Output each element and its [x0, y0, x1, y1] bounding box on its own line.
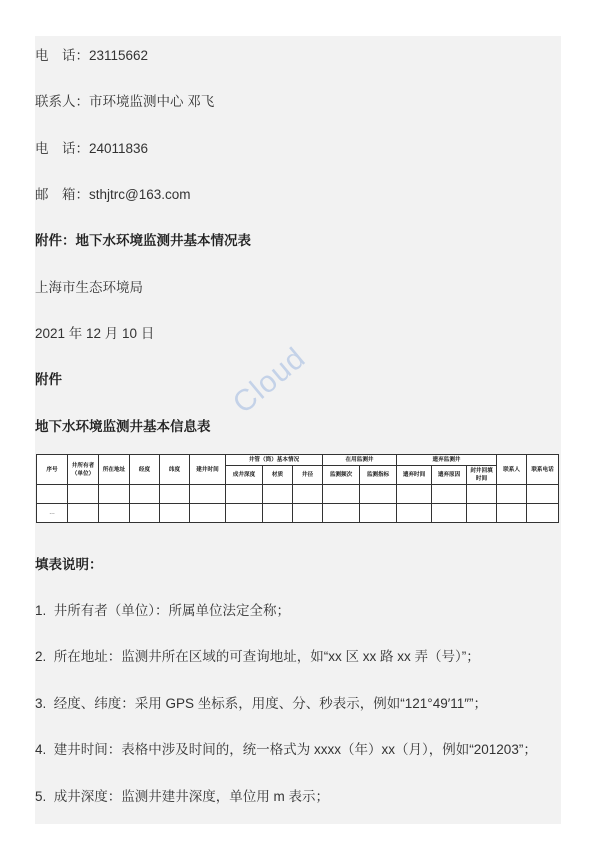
contact-person-line — [35, 90, 214, 110]
table-cell — [397, 485, 432, 504]
header-depth: 成井深度 — [226, 466, 263, 485]
header-indicator: 监测指标 — [360, 466, 397, 485]
instruction-number: 4. — [35, 742, 47, 757]
monitoring-well-table — [36, 454, 559, 523]
header-abandon-reason: 遗弃原因 — [432, 466, 467, 485]
table-cell — [160, 485, 190, 504]
email-value: sthjtrc@163.com — [89, 187, 191, 202]
instruction-number: 5. — [35, 789, 47, 804]
header-group-abandoned: 遗弃监测井 — [397, 455, 497, 466]
table-cell — [226, 485, 263, 504]
table-cell — [432, 485, 467, 504]
table-cell — [360, 485, 397, 504]
header-latitude: 纬度 — [160, 455, 190, 485]
table-cell — [323, 504, 360, 523]
attachment-note: 附件：地下水环境监测井基本情况表 — [35, 233, 251, 248]
instruction-item — [35, 738, 537, 758]
table-cell — [130, 485, 160, 504]
instructions-heading: 填表说明： — [35, 557, 103, 572]
instruction-item — [35, 599, 290, 619]
table-cell: … — [37, 504, 68, 523]
table-row — [37, 504, 559, 523]
header-material: 材质 — [263, 466, 293, 485]
table-cell — [99, 504, 130, 523]
header-diameter: 井径 — [293, 466, 323, 485]
table-cell — [293, 485, 323, 504]
table-cell — [190, 504, 226, 523]
table-cell — [293, 504, 323, 523]
document-page — [35, 36, 561, 824]
table-cell — [527, 504, 559, 523]
table-row — [37, 485, 559, 504]
instruction-item — [35, 692, 487, 712]
contact-value: 市环境监测中心 邓飞 — [89, 94, 215, 109]
table-cell — [497, 504, 527, 523]
phone-value: 24011836 — [89, 141, 149, 156]
phone-label: 电 话： — [35, 48, 89, 63]
table-cell — [527, 485, 559, 504]
cloud-watermark: Cloud — [226, 341, 312, 421]
table-cell — [263, 485, 293, 504]
header-seal-time: 封井回填时间 — [467, 466, 497, 485]
instruction-text: 成井深度：监测井建井深度，单位用 m 表示； — [53, 789, 330, 804]
issue-date: 2021 年 12 月 10 日 — [35, 326, 155, 341]
header-abandon-time: 遗弃时间 — [397, 466, 432, 485]
header-contact: 联系人 — [497, 455, 527, 485]
table-cell — [323, 485, 360, 504]
header-longitude: 经度 — [130, 455, 160, 485]
table-header-row — [37, 455, 559, 466]
table-cell — [397, 504, 432, 523]
phone-value: 23115662 — [89, 48, 149, 63]
email-line — [35, 183, 191, 203]
header-group-pipe: 井管（筒）基本情况 — [226, 455, 323, 466]
table-cell — [263, 504, 293, 523]
table-cell — [226, 504, 263, 523]
instruction-number: 3. — [35, 696, 47, 711]
instruction-text: 井所有者（单位）：所属单位法定全称； — [53, 603, 291, 618]
table-cell — [467, 504, 497, 523]
instruction-number: 2. — [35, 649, 47, 664]
table-cell — [467, 485, 497, 504]
header-owner: 井所有者（单位） — [68, 455, 99, 485]
contact-label: 联系人： — [35, 94, 89, 109]
instruction-text: 建井时间：表格中涉及时间的，统一格式为 xxxx（年）xx（月），例如“201203”； — [53, 742, 537, 757]
instruction-number: 1. — [35, 603, 47, 618]
instruction-item — [35, 785, 329, 805]
table-cell — [130, 504, 160, 523]
table-cell — [160, 504, 190, 523]
table-cell — [68, 485, 99, 504]
table-cell — [68, 504, 99, 523]
table-title: 地下水环境监测井基本信息表 — [35, 419, 211, 434]
instruction-text: 所在地址：监测井所在区域的可查询地址，如“xx 区 xx 路 xx 弄（号）”； — [53, 649, 480, 664]
table-cell — [37, 485, 68, 504]
table-cell — [99, 485, 130, 504]
table-cell — [360, 504, 397, 523]
instruction-item — [35, 645, 480, 665]
header-contact-phone: 联系电话 — [527, 455, 559, 485]
header-group-active: 在用监测井 — [323, 455, 397, 466]
phone-line-1 — [35, 44, 148, 64]
header-seq: 序号 — [37, 455, 68, 485]
header-address: 所在地址 — [99, 455, 130, 485]
table-cell — [432, 504, 467, 523]
phone-label: 电 话： — [35, 141, 89, 156]
header-build-time: 建井时间 — [190, 455, 226, 485]
phone-line-2 — [35, 137, 148, 157]
table-cell — [497, 485, 527, 504]
email-label: 邮 箱： — [35, 187, 89, 202]
instruction-text: 经度、纬度：采用 GPS 坐标系，用度、分、秒表示，例如“121°49′11″”； — [53, 696, 488, 711]
header-frequency: 监测频次 — [323, 466, 360, 485]
annex-heading: 附件 — [35, 372, 62, 387]
issuer-name: 上海市生态环境局 — [35, 280, 143, 295]
table-cell — [190, 485, 226, 504]
